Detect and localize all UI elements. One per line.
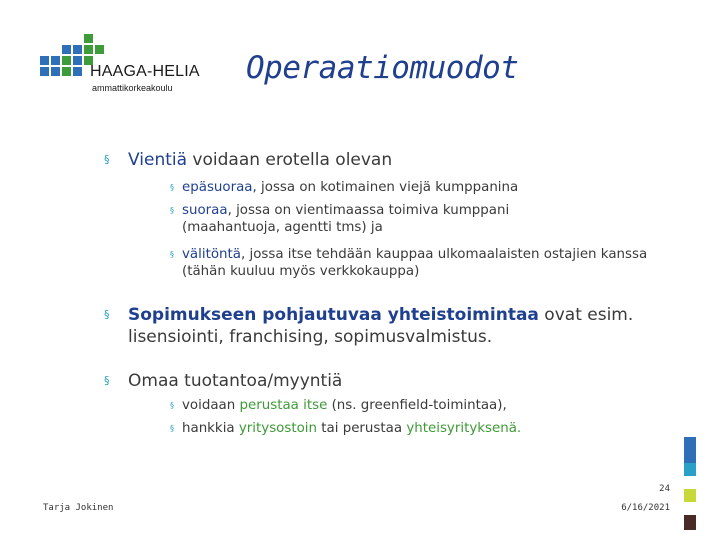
footer-author: Tarja Jokinen [43,503,114,513]
slide-title: Operaatiomuodot [246,50,519,86]
side-color-square [684,515,696,530]
sub-bullet-marker: § [170,424,174,433]
logo-square [84,45,93,54]
bullet-text: voidaan erotella olevan [187,150,393,170]
sub-bullet-text: tai perustaa [317,421,407,436]
sub-bullet-marker: § [170,183,174,192]
bullet-marker: § [104,153,110,166]
sub-bullet-text: jossa on kotimainen viejä kumppanina [256,180,519,195]
logo-square [95,45,104,54]
logo-square [51,67,60,76]
logo-square [62,56,71,65]
logo-square [84,34,93,43]
bullet-marker: § [104,308,110,321]
logo-square [73,45,82,54]
bullet-text: Omaa tuotantoa/myyntiä [128,371,343,391]
sub-bullet-highlight: välitöntä [182,247,241,262]
sub-bullet-text: (ns. greenfield-toimintaa), [327,398,507,413]
bullet-lead: Sopimukseen pohjautuvaa yhteistoimintaa [128,305,539,325]
sub-bullet-text: , jossa on vientimaassa toimiva kumppani (maahantuoja, agentti tms) ja [182,203,510,235]
logo-square [51,56,60,65]
sub-bullet-highlight: perustaa itse [239,398,328,413]
bullet-lead: Vientiä [128,150,188,170]
sub-bullet-text: , jossa itse tehdään kauppaa ulkomaalaisten ostajien kanssa (tähän kuuluu myös verkkokauppa) [182,247,648,279]
logo-square [40,56,49,65]
sub-bullet-text: voidaan [182,398,240,413]
sub-bullet-highlight: yhteisyrityksenä. [406,421,522,436]
sub-bullet-marker: § [170,206,174,215]
sub-bullet-text: hankkia [182,421,239,436]
logo-square [73,67,82,76]
logo-square [40,67,49,76]
footer-date: 6/16/2021 [621,503,670,513]
logo-name: HAAGA-HELIA [90,63,200,80]
logo-square [62,45,71,54]
logo-subtitle: ammattikorkeakoulu [92,83,173,93]
logo-square [73,56,82,65]
sub-bullet-highlight: yritysostoin [238,421,317,436]
sub-bullet-highlight: suoraa [182,203,228,218]
page-number: 24 [659,484,670,494]
logo-square [62,67,71,76]
sub-bullet-marker: § [170,401,174,410]
sub-bullet-highlight: epäsuoraa, [182,180,257,195]
haaga-helia-logo [38,30,208,100]
bullet-marker: § [104,374,110,387]
sub-bullet-marker: § [170,250,174,259]
bullet-text: ovat esim. lisensiointi, franchising, sopimusvalmistus. [128,305,634,347]
